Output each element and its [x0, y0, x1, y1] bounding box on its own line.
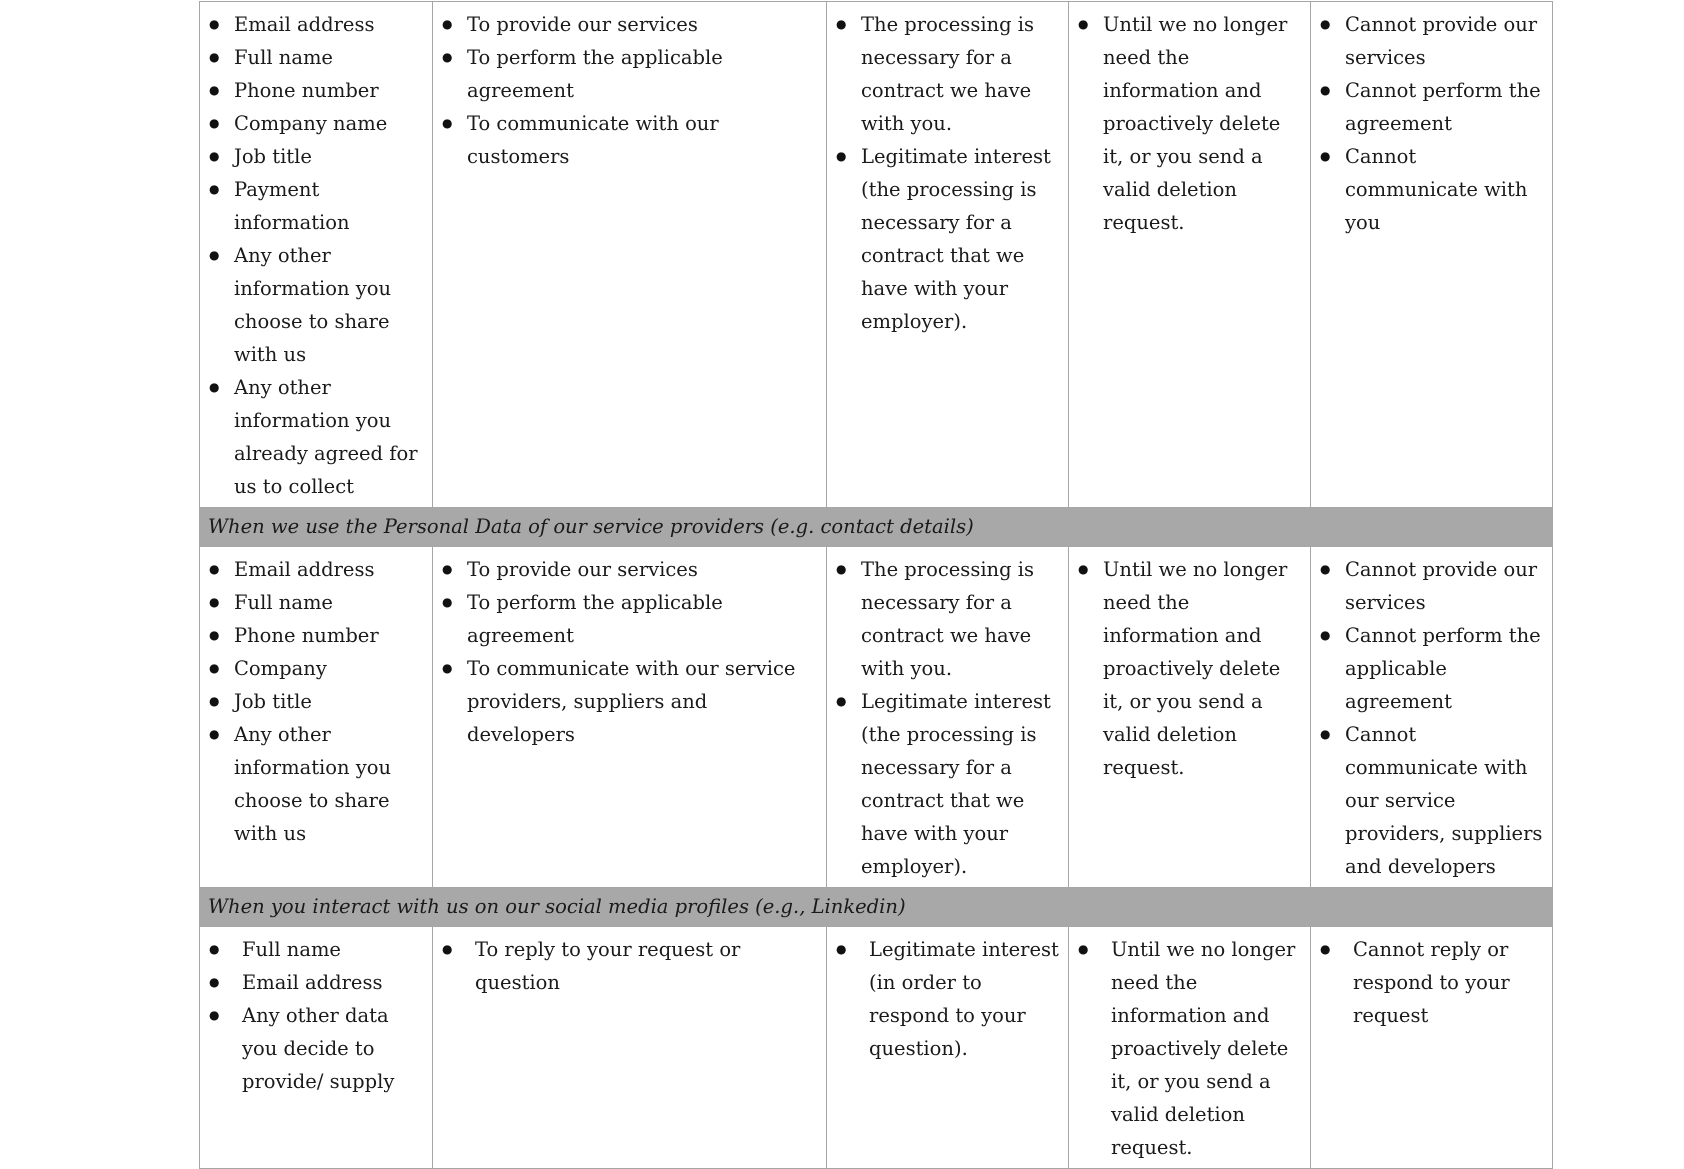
list-item: ● Full name: [206, 933, 426, 966]
data-categories-list: [206, 553, 426, 850]
data-categories-cell: [200, 547, 433, 888]
purpose-cell: [433, 927, 827, 1169]
legal-basis-cell: [827, 547, 1069, 888]
table-row: [200, 2, 1553, 508]
retention-list: [1075, 553, 1304, 784]
list-item: ● Company: [206, 652, 426, 685]
purpose-list: [439, 553, 820, 751]
list-item: ● To communicate with our customers: [439, 107, 820, 173]
legal-basis-list: [833, 8, 1062, 338]
legal-basis-cell: [827, 927, 1069, 1169]
section-header-row: [200, 888, 1553, 927]
retention-cell: [1069, 927, 1311, 1169]
data-categories-list: [206, 933, 426, 1098]
list-item: ● Job title: [206, 685, 426, 718]
retention-list: [1075, 8, 1304, 239]
section-title: When we use the Personal Data of our service providers (e.g. contact details): [200, 508, 1553, 547]
list-item: ● To provide our services: [439, 8, 820, 41]
list-item: ● Cannot perform the agreement: [1317, 74, 1546, 140]
list-item: ● To communicate with our service providers, suppliers and developers: [439, 652, 820, 751]
list-item: ● Until we no longer need the information and proactively delete it, or you send a valid deletion request.: [1075, 553, 1304, 784]
list-item: ● Any other information you choose to share with us: [206, 239, 426, 371]
list-item: ● Any other information you choose to share with us: [206, 718, 426, 850]
consequence-list: [1317, 553, 1546, 883]
list-item: ● Email address: [206, 966, 426, 999]
consequence-list: [1317, 8, 1546, 239]
list-item: ● Company name: [206, 107, 426, 140]
list-item: ● Until we no longer need the information and proactively delete it, or you send a valid deletion request.: [1075, 933, 1304, 1164]
retention-list: [1075, 933, 1304, 1164]
list-item: ● To reply to your request or question: [439, 933, 820, 999]
list-item: ● Email address: [206, 8, 426, 41]
list-item: ● Full name: [206, 41, 426, 74]
list-item: ● The processing is necessary for a contract we have with you.: [833, 8, 1062, 140]
data-categories-cell: [200, 2, 433, 508]
list-item: ● Cannot perform the applicable agreement: [1317, 619, 1546, 718]
list-item: ● Cannot reply or respond to your request: [1317, 933, 1546, 1032]
list-item: ● Full name: [206, 586, 426, 619]
list-item: ● To provide our services: [439, 553, 820, 586]
list-item: ● To perform the applicable agreement: [439, 41, 820, 107]
consequence-cell: [1311, 547, 1553, 888]
consequence-cell: [1311, 2, 1553, 508]
consequence-cell: [1311, 927, 1553, 1169]
retention-cell: [1069, 2, 1311, 508]
table-row: [200, 547, 1553, 888]
consequence-list: [1317, 933, 1546, 1032]
legal-basis-cell: [827, 2, 1069, 508]
list-item: ● The processing is necessary for a contract we have with you.: [833, 553, 1062, 685]
list-item: ● Until we no longer need the information and proactively delete it, or you send a valid deletion request.: [1075, 8, 1304, 239]
personal-data-table: [199, 1, 1553, 1169]
list-item: ● Payment information: [206, 173, 426, 239]
list-item: ● Cannot provide our services: [1317, 553, 1546, 619]
data-categories-list: [206, 8, 426, 503]
list-item: ● Phone number: [206, 619, 426, 652]
list-item: ● Cannot communicate with our service providers, suppliers and developers: [1317, 718, 1546, 883]
list-item: ● To perform the applicable agreement: [439, 586, 820, 652]
table-row: [200, 927, 1553, 1169]
list-item: ● Phone number: [206, 74, 426, 107]
retention-cell: [1069, 547, 1311, 888]
purpose-list: [439, 933, 820, 999]
list-item: ● Email address: [206, 553, 426, 586]
purpose-cell: [433, 2, 827, 508]
legal-basis-list: [833, 933, 1062, 1065]
list-item: ● Legitimate interest (the processing is necessary for a contract that we have with your employer).: [833, 140, 1062, 338]
purpose-cell: [433, 547, 827, 888]
list-item: ● Any other data you decide to provide/ supply: [206, 999, 426, 1098]
list-item: ● Legitimate interest (in order to respond to your question).: [833, 933, 1062, 1065]
section-title: When you interact with us on our social media profiles (e.g., Linkedin): [200, 888, 1553, 927]
list-item: ● Any other information you already agreed for us to collect: [206, 371, 426, 503]
data-categories-cell: [200, 927, 433, 1169]
list-item: ● Cannot communicate with you: [1317, 140, 1546, 239]
list-item: ● Job title: [206, 140, 426, 173]
section-header-row: [200, 508, 1553, 547]
list-item: ● Cannot provide our services: [1317, 8, 1546, 74]
list-item: ● Legitimate interest (the processing is necessary for a contract that we have with your employer).: [833, 685, 1062, 883]
legal-basis-list: [833, 553, 1062, 883]
purpose-list: [439, 8, 820, 173]
